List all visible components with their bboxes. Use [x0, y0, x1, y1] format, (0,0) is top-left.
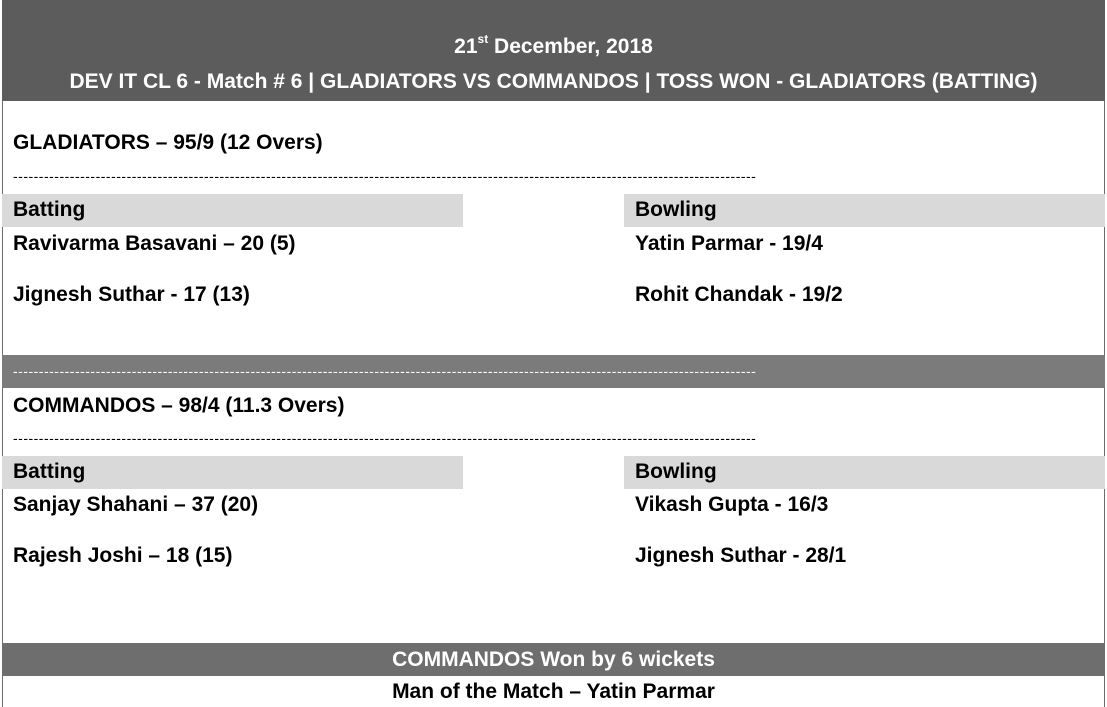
dashed-separator: ------------------------------------------------------------------------------------------------------------------------------------------------ — [13, 430, 757, 446]
match-date — [2, 32, 1105, 59]
match-result: COMMANDOS Won by 6 wickets — [2, 643, 1105, 676]
innings1-batter-1: Ravivarma Basavani – 20 (5) — [13, 232, 296, 255]
innings2-bowling-header — [624, 456, 1105, 489]
match-title: DEV IT CL 6 - Match # 6 | GLADIATORS VS COMMANDOS | TOSS WON - GLADIATORS (BATTING) — [69, 70, 1038, 93]
innings1-team-score: GLADIATORS – 95/9 (12 Overs) — [13, 131, 323, 154]
innings2-bowler-2: Jignesh Suthar - 28/1 — [635, 544, 847, 567]
batting-heading: Batting — [13, 460, 86, 483]
date-day: 21 — [454, 35, 478, 58]
innings1-batting-header — [2, 194, 463, 227]
batting-heading: Batting — [13, 198, 86, 221]
dashed-separator: ------------------------------------------------------------------------------------------------------------------------------------------------ — [13, 363, 757, 379]
innings2-batter-2: Rajesh Joshi – 18 (15) — [13, 544, 233, 567]
innings-divider — [2, 355, 1105, 388]
innings2-team-score: COMMANDOS – 98/4 (11.3 Overs) — [13, 394, 345, 417]
man-of-the-match: Man of the Match – Yatin Parmar — [392, 680, 715, 703]
innings2-batter-1: Sanjay Shahani – 37 (20) — [13, 493, 259, 516]
date-suffix: st — [477, 32, 489, 46]
innings2-bowler-1: Vikash Gupta - 16/3 — [635, 493, 829, 516]
innings1-batter-2: Jignesh Suthar - 17 (13) — [13, 283, 250, 306]
date-month-year: December, 2018 — [488, 35, 653, 58]
innings1-bowler-1: Yatin Parmar - 19/4 — [635, 232, 823, 255]
innings1-bowling-header — [624, 194, 1105, 227]
dashed-separator: ------------------------------------------------------------------------------------------------------------------------------------------------ — [13, 168, 757, 184]
scorecard-header — [2, 0, 1105, 101]
bowling-heading: Bowling — [635, 198, 717, 221]
scorecard-frame — [2, 0, 1105, 707]
innings1-bowler-2: Rohit Chandak - 19/2 — [635, 283, 843, 306]
innings2-batting-header — [2, 456, 463, 489]
bowling-heading: Bowling — [635, 460, 717, 483]
